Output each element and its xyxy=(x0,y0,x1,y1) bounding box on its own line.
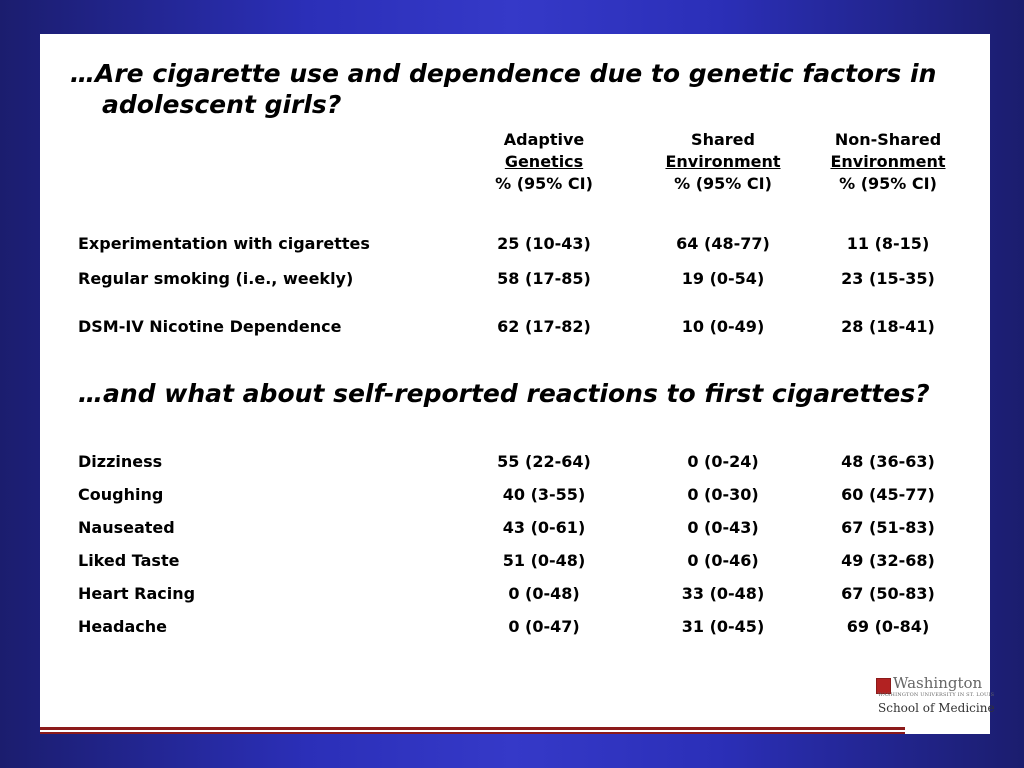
section-title: …and what about self-reported reactions to first cigarettes? xyxy=(78,379,930,408)
row-label: Experimentation with cigarettes xyxy=(78,234,370,253)
table-row xyxy=(78,551,958,573)
cell-nonshared-environment: 48 (36-63) xyxy=(841,452,935,471)
cell-nonshared-environment: 69 (0-84) xyxy=(846,617,930,636)
cell-nonshared-environment: 60 (45-77) xyxy=(841,485,935,504)
logo-school: School of Medicine xyxy=(878,701,995,715)
cell-adaptive-genetics: 62 (17-82) xyxy=(497,317,591,336)
logo-name: Washington xyxy=(893,674,983,692)
row-label: Heart Racing xyxy=(78,584,196,603)
row-label: DSM-IV Nicotine Dependence xyxy=(78,317,342,336)
table-row xyxy=(78,317,958,339)
column-header-line: Non-Shared xyxy=(834,130,942,149)
slide xyxy=(40,34,995,734)
cell-shared-environment: 0 (0-30) xyxy=(687,485,759,504)
logo-subtitle: WASHINGTON UNIVERSITY IN ST. LOUIS xyxy=(878,692,995,698)
cell-shared-environment: 33 (0-48) xyxy=(681,584,765,603)
cell-adaptive-genetics: 43 (0-61) xyxy=(502,518,586,537)
column-header-nonshared-environment xyxy=(813,129,963,195)
cell-adaptive-genetics: 0 (0-47) xyxy=(508,617,580,636)
table-row xyxy=(78,234,958,256)
table-row xyxy=(78,617,958,639)
row-label: Headache xyxy=(78,617,168,636)
cell-adaptive-genetics: 51 (0-48) xyxy=(502,551,586,570)
column-header-line: Environment xyxy=(830,152,946,171)
column-header-line: Shared xyxy=(691,130,755,149)
table-row xyxy=(78,518,958,540)
table-row xyxy=(78,269,958,291)
cell-adaptive-genetics: 55 (22-64) xyxy=(497,452,591,471)
cell-shared-environment: 10 (0-49) xyxy=(681,317,765,336)
column-header-line: % (95% CI) xyxy=(495,174,593,193)
row-label: Coughing xyxy=(78,485,164,504)
cell-shared-environment: 0 (0-46) xyxy=(687,551,759,570)
cell-adaptive-genetics: 40 (3-55) xyxy=(502,485,586,504)
cell-shared-environment: 0 (0-24) xyxy=(687,452,759,471)
column-header-line: % (95% CI) xyxy=(839,174,937,193)
slide-title: …Are cigarette use and dependence due to genetic factors in adolescent girls? xyxy=(70,59,937,119)
cell-adaptive-genetics: 25 (10-43) xyxy=(497,234,591,253)
cell-shared-environment: 0 (0-43) xyxy=(687,518,759,537)
table-row xyxy=(78,485,958,507)
column-header-line: Environment xyxy=(665,152,781,171)
footer-divider xyxy=(40,727,905,730)
cell-shared-environment: 31 (0-45) xyxy=(681,617,765,636)
column-header-line: Adaptive xyxy=(503,130,585,149)
row-label: Dizziness xyxy=(78,452,163,471)
cell-adaptive-genetics: 0 (0-48) xyxy=(508,584,580,603)
table-row xyxy=(78,584,958,606)
column-header-line: % (95% CI) xyxy=(674,174,772,193)
cell-nonshared-environment: 67 (50-83) xyxy=(841,584,935,603)
cell-nonshared-environment: 67 (51-83) xyxy=(841,518,935,537)
footer-divider xyxy=(40,732,905,734)
cell-shared-environment: 64 (48-77) xyxy=(676,234,770,253)
column-header-adaptive-genetics xyxy=(469,129,619,195)
university-logo xyxy=(876,674,995,720)
cell-adaptive-genetics: 58 (17-85) xyxy=(497,269,591,288)
cell-nonshared-environment: 28 (18-41) xyxy=(841,317,935,336)
row-label: Regular smoking (i.e., weekly) xyxy=(78,269,354,288)
column-header-shared-environment xyxy=(648,129,798,195)
column-header-line: Genetics xyxy=(504,152,584,171)
row-label: Nauseated xyxy=(78,518,175,537)
cell-nonshared-environment: 49 (32-68) xyxy=(841,551,935,570)
table-row xyxy=(78,452,958,474)
cell-nonshared-environment: 23 (15-35) xyxy=(841,269,935,288)
row-label: Liked Taste xyxy=(78,551,180,570)
cell-shared-environment: 19 (0-54) xyxy=(681,269,765,288)
cell-nonshared-environment: 11 (8-15) xyxy=(846,234,930,253)
